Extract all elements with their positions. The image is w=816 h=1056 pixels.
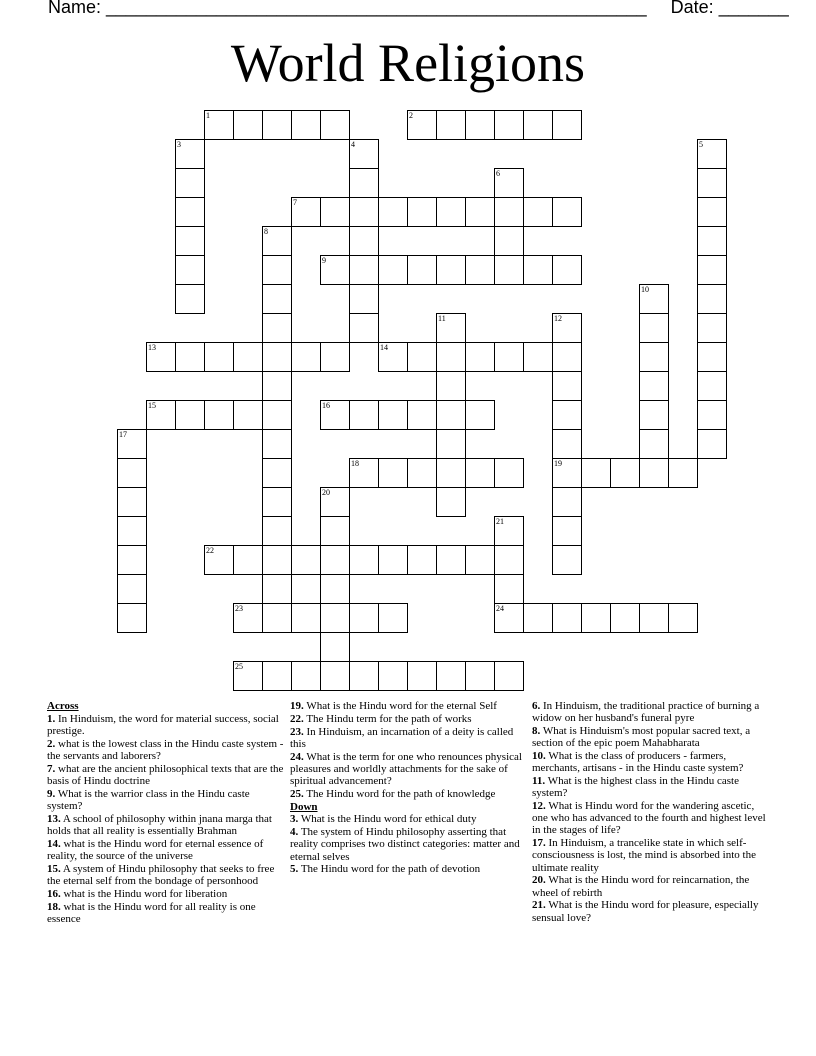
crossword-cell[interactable] [523, 603, 553, 633]
crossword-cell[interactable] [349, 284, 379, 314]
clue-item-number: 16. [47, 887, 61, 900]
crossword-cell[interactable] [320, 661, 350, 691]
crossword-cell[interactable] [639, 371, 669, 401]
crossword-cell[interactable] [668, 458, 698, 488]
crossword-cell[interactable] [697, 400, 727, 430]
crossword-cell[interactable] [436, 400, 466, 430]
crossword-cell[interactable] [436, 255, 466, 285]
clue-item-number: 15. [47, 862, 61, 875]
clue-item [532, 725, 772, 749]
clue-item [290, 826, 526, 863]
clue-number: 10 [641, 285, 649, 294]
clue-item-number: 19. [290, 700, 304, 712]
clue-number: 1 [206, 111, 210, 120]
date-blank[interactable]: _______ [718, 0, 789, 17]
clue-number: 17 [119, 430, 127, 439]
crossword-cell[interactable] [552, 342, 582, 372]
crossword-cell[interactable] [320, 574, 350, 604]
crossword-cell[interactable] [262, 255, 292, 285]
clue-item-text: What is the term for one who renounces physical pleasures and worldly attachments for the sake of spiritual advancement? [290, 750, 522, 787]
crossword-cell[interactable] [349, 313, 379, 343]
crossword-cell[interactable] [233, 342, 263, 372]
clue-item-number: 24. [290, 750, 304, 763]
crossword-cell[interactable] [349, 603, 379, 633]
crossword-cell[interactable] [117, 458, 147, 488]
crossword-cell[interactable] [378, 400, 408, 430]
clue-item-text: In Hinduism, a trancelike state in which self-consciousness is lost, the mind is absorbed into the ultimate reality [532, 837, 756, 874]
crossword-cell[interactable] [407, 255, 437, 285]
crossword-cell[interactable] [262, 342, 292, 372]
clue-item [532, 837, 772, 874]
clue-heading: Down [290, 800, 318, 813]
clue-number: 25 [235, 662, 243, 671]
crossword-cell[interactable] [494, 255, 524, 285]
crossword-cell[interactable] [465, 342, 495, 372]
crossword-cell[interactable] [204, 342, 234, 372]
crossword-cell[interactable] [465, 197, 495, 227]
crossword-cell[interactable] [639, 429, 669, 459]
clue-number: 11 [438, 314, 446, 323]
clue-item-number: 23. [290, 725, 304, 738]
clue-item-number: 18. [47, 900, 61, 913]
crossword-cell[interactable] [639, 284, 669, 314]
clue-number: 21 [496, 517, 504, 526]
crossword-cell[interactable] [349, 255, 379, 285]
clue-item [290, 726, 526, 750]
crossword-cell[interactable] [552, 400, 582, 430]
clue-item-number: 3. [290, 813, 299, 826]
clue-item [290, 713, 526, 725]
crossword-cell[interactable] [349, 458, 379, 488]
crossword-cell[interactable] [639, 458, 669, 488]
crossword-cell[interactable] [175, 342, 205, 372]
crossword-cell[interactable] [175, 226, 205, 256]
clue-item-number: 12. [532, 800, 546, 812]
clue-item [532, 700, 772, 724]
crossword-cell[interactable] [233, 400, 263, 430]
clues-column-2 [290, 700, 526, 876]
clue-item [532, 775, 772, 799]
crossword-cell[interactable] [465, 110, 495, 140]
crossword-cell[interactable] [262, 603, 292, 633]
crossword-cell[interactable] [291, 197, 321, 227]
crossword-cell[interactable] [262, 313, 292, 343]
crossword-cell[interactable] [320, 197, 350, 227]
crossword-cell[interactable] [291, 342, 321, 372]
crossword-cell[interactable] [436, 429, 466, 459]
clue-number: 3 [177, 140, 181, 149]
page-title: World Religions [230, 33, 586, 93]
crossword-cell[interactable] [407, 458, 437, 488]
crossword-cell[interactable] [523, 197, 553, 227]
crossword-cell[interactable] [494, 110, 524, 140]
clue-item-text: What is the Hindu word for reincarnation, the wheel of rebirth [532, 874, 750, 899]
clue-item-text: What is the Hindu word for ethical duty [300, 813, 477, 826]
crossword-cell[interactable] [552, 371, 582, 401]
clue-item-number: 6. [532, 700, 541, 712]
crossword-cell[interactable] [146, 342, 176, 372]
crossword-cell[interactable] [639, 313, 669, 343]
clue-item [47, 813, 285, 837]
clue-item-text: A school of philosophy within jnana marga that holds that all reality is essentially Brahman [47, 812, 272, 837]
clue-item [290, 863, 526, 875]
crossword-cell[interactable] [320, 516, 350, 546]
crossword-cell[interactable] [436, 313, 466, 343]
clue-item-number: 20. [532, 874, 546, 887]
clue-number: 4 [351, 140, 355, 149]
clue-number: 14 [380, 343, 388, 352]
clue-item-text: In Hinduism, the traditional practice of burning a widow on her husband's funeral pyre [532, 700, 760, 725]
crossword-cell[interactable] [697, 197, 727, 227]
clue-item [47, 763, 285, 787]
crossword-cell[interactable] [262, 545, 292, 575]
clue-item [47, 863, 285, 887]
crossword-cell[interactable] [204, 400, 234, 430]
clue-item [47, 888, 285, 900]
crossword-cell[interactable] [552, 110, 582, 140]
clue-item [47, 788, 285, 812]
clue-number: 6 [496, 169, 500, 178]
clue-item-number: 22. [290, 712, 304, 725]
crossword-cell[interactable] [436, 661, 466, 691]
crossword-cell[interactable] [117, 545, 147, 575]
clue-item-number: 8. [532, 725, 541, 737]
crossword-cell[interactable] [697, 139, 727, 169]
crossword-cell[interactable] [697, 342, 727, 372]
clue-item-number: 14. [47, 837, 61, 850]
crossword-cell[interactable] [291, 110, 321, 140]
crossword-cell[interactable] [320, 487, 350, 517]
crossword-cell[interactable] [494, 342, 524, 372]
crossword-cell[interactable] [349, 139, 379, 169]
crossword-cell[interactable] [349, 197, 379, 227]
crossword-cell[interactable] [262, 110, 292, 140]
crossword-cell[interactable] [407, 197, 437, 227]
crossword-cell[interactable] [349, 226, 379, 256]
crossword-cell[interactable] [233, 545, 263, 575]
crossword-cell[interactable] [407, 110, 437, 140]
crossword-cell[interactable] [262, 458, 292, 488]
clue-item-number: 2. [47, 737, 56, 750]
clue-item-text: What is the class of producers - farmers, merchants, artisans - in the Hindu caste system? [532, 750, 744, 775]
clues-column-1 [47, 700, 285, 926]
crossword-cell[interactable] [117, 429, 147, 459]
crossword-cell[interactable] [262, 574, 292, 604]
crossword-cell[interactable] [291, 545, 321, 575]
clue-number: 7 [293, 198, 297, 207]
crossword-cell[interactable] [262, 487, 292, 517]
crossword-cell[interactable] [436, 371, 466, 401]
crossword-cell[interactable] [378, 545, 408, 575]
crossword-cell[interactable] [233, 661, 263, 691]
crossword-cell[interactable] [233, 110, 263, 140]
crossword-cell[interactable] [494, 168, 524, 198]
name-label: Name: [48, 0, 102, 17]
crossword-cell[interactable] [465, 458, 495, 488]
crossword-cell[interactable] [349, 400, 379, 430]
crossword-cell[interactable] [407, 342, 437, 372]
crossword-cell[interactable] [523, 342, 553, 372]
crossword-cell[interactable] [117, 487, 147, 517]
clue-item-number: 21. [532, 899, 546, 912]
clue-item-text: What is Hinduism's most popular sacred text, a section of the epic poem Mahabharata [532, 725, 751, 750]
crossword-cell[interactable] [552, 458, 582, 488]
clue-item-text: what are the ancient philosophical texts that are the basis of Hindu doctrine [47, 762, 284, 787]
crossword-cell[interactable] [552, 313, 582, 343]
clue-item [290, 788, 526, 800]
crossword-cell[interactable] [436, 487, 466, 517]
clue-item [290, 700, 526, 712]
clue-item-text: What is the warrior class in the Hindu caste system? [47, 787, 250, 812]
crossword-cell[interactable] [523, 110, 553, 140]
crossword-cell[interactable] [697, 371, 727, 401]
crossword-cell[interactable] [117, 574, 147, 604]
crossword-cell[interactable] [494, 661, 524, 691]
crossword-cell[interactable] [349, 168, 379, 198]
crossword-cell[interactable] [697, 168, 727, 198]
clues-column-3 [532, 700, 772, 924]
clue-item-text: The Hindu word for the path of devotion [300, 863, 481, 876]
crossword-cell[interactable] [204, 110, 234, 140]
clue-item [532, 874, 772, 898]
clue-item-text: what is the Hindu word for all reality is one essence [47, 900, 256, 925]
crossword-cell[interactable] [639, 603, 669, 633]
clue-item-number: 11. [532, 775, 546, 787]
crossword-cell[interactable] [465, 545, 495, 575]
crossword-cell[interactable] [697, 255, 727, 285]
crossword-cell[interactable] [552, 255, 582, 285]
crossword-cell[interactable] [494, 458, 524, 488]
crossword-cell[interactable] [436, 110, 466, 140]
crossword-cell[interactable] [407, 661, 437, 691]
clue-item-text: The Hindu term for the path of works [306, 712, 472, 725]
clue-item-text: In Hinduism, an incarnation of a deity is called this [290, 725, 514, 750]
crossword-cell[interactable] [494, 574, 524, 604]
clue-number: 9 [322, 256, 326, 265]
crossword-cell[interactable] [262, 400, 292, 430]
crossword-cell[interactable] [262, 371, 292, 401]
crossword-cell[interactable] [175, 168, 205, 198]
clue-item [532, 899, 772, 923]
clue-item-text: What is the highest class in the Hindu caste system? [532, 775, 739, 800]
crossword-cell[interactable] [378, 197, 408, 227]
clue-number: 20 [322, 488, 330, 497]
crossword-cell[interactable] [436, 197, 466, 227]
clue-item-text: In Hinduism, the word for material success, social prestige. [47, 712, 279, 737]
crossword-cell[interactable] [175, 139, 205, 169]
clue-number: 24 [496, 604, 504, 613]
clue-item-number: 10. [532, 750, 546, 762]
crossword-cell[interactable] [291, 603, 321, 633]
clue-item [47, 713, 285, 737]
crossword-cell[interactable] [581, 603, 611, 633]
crossword-cell[interactable] [436, 458, 466, 488]
crossword-cell[interactable] [465, 661, 495, 691]
clue-number: 12 [554, 314, 562, 323]
clue-item-number: 4. [290, 826, 299, 839]
crossword-cell[interactable] [320, 110, 350, 140]
clue-item-number: 9. [47, 787, 56, 800]
crossword-cell[interactable] [552, 545, 582, 575]
crossword-cell[interactable] [436, 545, 466, 575]
clue-item [47, 738, 285, 762]
crossword-cell[interactable] [552, 197, 582, 227]
clue-item-number: 5. [290, 863, 299, 876]
crossword-cell[interactable] [175, 400, 205, 430]
crossword-cell[interactable] [320, 545, 350, 575]
crossword-cell[interactable] [117, 516, 147, 546]
crossword-cell[interactable] [320, 603, 350, 633]
clue-item [290, 751, 526, 788]
crossword-cell[interactable] [552, 487, 582, 517]
clue-number: 2 [409, 111, 413, 120]
crossword-cell[interactable] [378, 458, 408, 488]
clue-item-text: The Hindu word for the path of knowledge [306, 787, 496, 800]
crossword-cell[interactable] [407, 545, 437, 575]
crossword-cell[interactable] [175, 197, 205, 227]
crossword-cell[interactable] [465, 400, 495, 430]
clue-number: 8 [264, 227, 268, 236]
clue-number: 22 [206, 546, 214, 555]
crossword-cell[interactable] [697, 429, 727, 459]
crossword-cell[interactable] [523, 255, 553, 285]
crossword-cell[interactable] [378, 603, 408, 633]
crossword-cell[interactable] [610, 458, 640, 488]
crossword-cell[interactable] [494, 226, 524, 256]
crossword-cell[interactable] [233, 603, 263, 633]
crossword-cell[interactable] [175, 284, 205, 314]
crossword-cell[interactable] [349, 545, 379, 575]
clue-item-number: 25. [290, 787, 304, 800]
crossword-cell[interactable] [697, 284, 727, 314]
clue-item [290, 813, 526, 825]
crossword-cell[interactable] [320, 342, 350, 372]
clue-number: 16 [322, 401, 330, 410]
clue-number: 23 [235, 604, 243, 613]
crossword-cell[interactable] [639, 400, 669, 430]
clue-item [47, 838, 285, 862]
clue-number: 19 [554, 459, 562, 468]
crossword-cell[interactable] [407, 400, 437, 430]
crossword-cell[interactable] [262, 661, 292, 691]
crossword-cell[interactable] [204, 545, 234, 575]
clue-item [532, 800, 772, 837]
clue-item-text: What is the Hindu word for pleasure, especially sensual love? [532, 899, 759, 924]
clue-item-text: What is the Hindu word for the eternal Self [306, 700, 497, 712]
crossword-cell[interactable] [552, 429, 582, 459]
clue-item-text: what is the lowest class in the Hindu caste system - the servants and laborers? [47, 737, 284, 762]
crossword-cell[interactable] [262, 429, 292, 459]
clue-item-number: 7. [47, 762, 56, 775]
clue-item-text: what is the Hindu word for liberation [63, 887, 228, 900]
clue-item-text: what is the Hindu word for eternal essence of reality, the source of the universe [47, 837, 264, 862]
crossword-cell[interactable] [320, 255, 350, 285]
clue-number: 15 [148, 401, 156, 410]
crossword-cell[interactable] [581, 458, 611, 488]
crossword-cell[interactable] [378, 342, 408, 372]
crossword-cell[interactable] [639, 342, 669, 372]
clue-item-number: 17. [532, 837, 546, 850]
crossword-cell[interactable] [320, 400, 350, 430]
name-blank[interactable]: ______________________________________________________ [106, 0, 647, 17]
clue-number: 5 [699, 140, 703, 149]
crossword-cell[interactable] [494, 545, 524, 575]
crossword-cell[interactable] [436, 342, 466, 372]
clue-item [532, 750, 772, 774]
crossword-cell[interactable] [494, 516, 524, 546]
crossword-cell[interactable] [697, 313, 727, 343]
clue-item-number: 13. [47, 812, 61, 825]
crossword-cell[interactable] [610, 603, 640, 633]
crossword-cell[interactable] [552, 516, 582, 546]
crossword-cell[interactable] [552, 603, 582, 633]
crossword-cell[interactable] [291, 661, 321, 691]
crossword-cell[interactable] [175, 255, 205, 285]
crossword-cell[interactable] [494, 603, 524, 633]
clue-item-text: A system of Hindu philosophy that seeks to free the eternal self from the bondage of personhood [47, 862, 275, 887]
crossword-cell[interactable] [320, 632, 350, 662]
crossword-cell[interactable] [262, 226, 292, 256]
crossword-cell[interactable] [378, 661, 408, 691]
clue-number: 18 [351, 459, 359, 468]
crossword-cell[interactable] [465, 255, 495, 285]
crossword-cell[interactable] [668, 603, 698, 633]
crossword-cell[interactable] [494, 197, 524, 227]
crossword-cell[interactable] [262, 284, 292, 314]
crossword-cell[interactable] [697, 226, 727, 256]
crossword-cell[interactable] [378, 255, 408, 285]
clue-item-text: The system of Hindu philosophy asserting that reality comprises two distinct categories: matter and eternal selves [290, 826, 520, 863]
clue-item-text: What is Hindu word for the wandering ascetic, one who has advanced to the fourth and highest level in the stages of life? [532, 800, 766, 837]
clue-number: 13 [148, 343, 156, 352]
crossword-cell[interactable] [146, 400, 176, 430]
date-label: Date: [670, 0, 714, 17]
crossword-cell[interactable] [262, 516, 292, 546]
crossword-cell[interactable] [349, 661, 379, 691]
clue-item [47, 901, 285, 925]
clue-heading: Across [47, 700, 79, 712]
crossword-cell[interactable] [117, 603, 147, 633]
clue-item-number: 1. [47, 712, 56, 725]
